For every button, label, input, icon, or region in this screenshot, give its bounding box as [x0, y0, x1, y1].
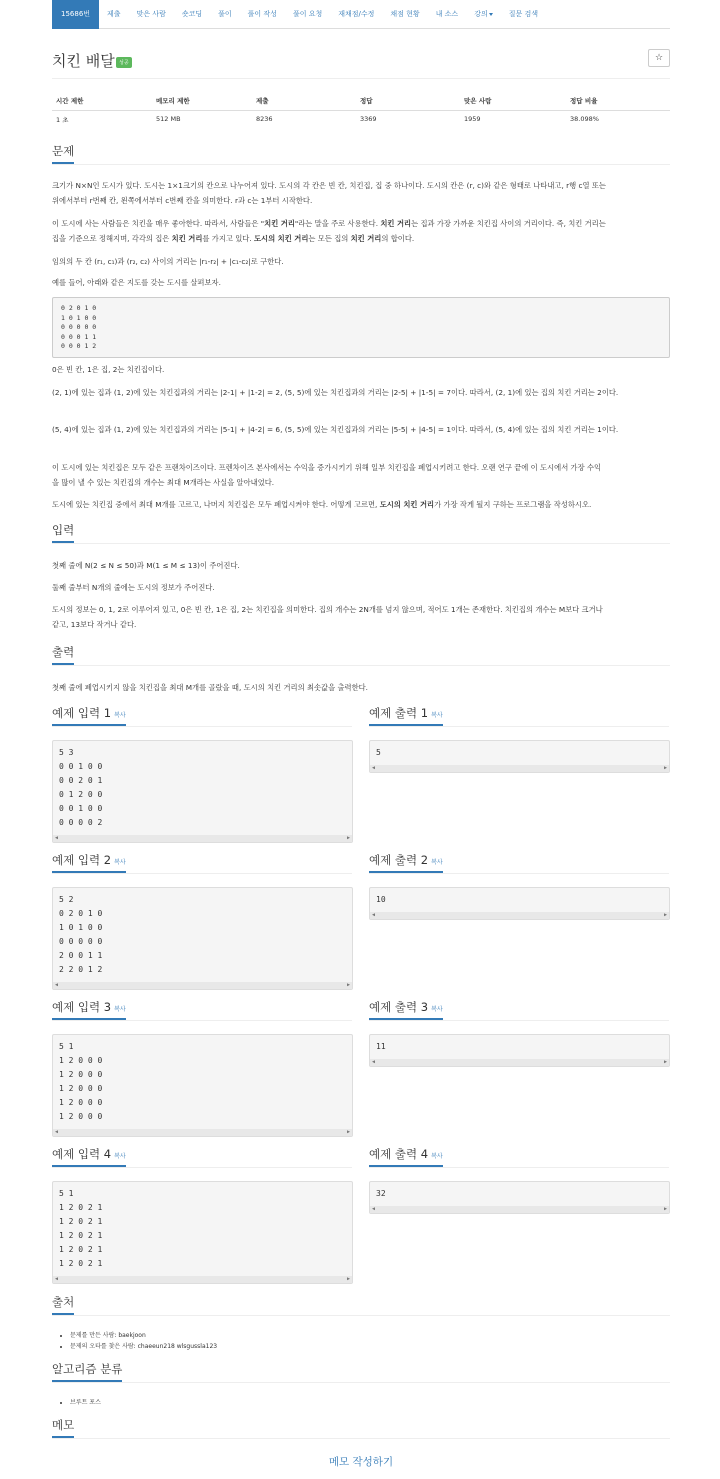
input-desc-2: 둘째 줄부터 N개의 줄에는 도시의 정보가 주어진다. — [52, 583, 215, 592]
desc-line: 을 많이 낼 수 있는 치킨집의 개수는 최대 M개라는 사실을 알아내었다. — [52, 478, 275, 487]
label: 예제 출력 1 — [369, 706, 429, 720]
header-submissions: 제출 — [252, 92, 356, 110]
scroll-left-icon[interactable]: ◀ — [372, 1059, 376, 1065]
tab-status[interactable]: 채점 현황 — [390, 10, 420, 18]
scroll-right-icon[interactable]: ▶ — [663, 765, 667, 771]
problem-desc-6: (2, 1)에 있는 집과 (1, 2)에 있는 치킨집과의 거리는 |2-1| + |1-2| = 2, (5, 5)에 있는 치킨집과의 거리는 |2-5| + |1-5| = 7이다. 따라서, (2, 1)에 있는 집의 치킨 거리는 2이다. — [52, 388, 619, 397]
value-time-limit: 1 초 — [56, 115, 69, 124]
desc-line: 같고, 13보다 작거나 같다. — [52, 620, 137, 629]
copy-button[interactable]: 복사 — [431, 1153, 443, 1160]
table-row — [52, 110, 670, 128]
copy-button[interactable]: 복사 — [114, 1006, 126, 1013]
list-item[interactable]: • 브루트 포스 — [70, 1397, 101, 1408]
text: 의 합이다. — [381, 234, 415, 243]
scroll-left-icon[interactable]: ◀ — [55, 1276, 59, 1282]
sample-input-1-text: 5 3 0 0 1 0 0 0 0 2 0 1 0 1 2 0 0 0 0 1 0 0 0 0 0 0 2 — [59, 748, 103, 827]
source-list — [70, 1330, 217, 1352]
problem-desc-8 — [52, 460, 670, 490]
header-accuracy: 정답 비율 — [566, 92, 670, 110]
value-accepted-users: 1959 — [464, 115, 481, 123]
horizontal-scrollbar[interactable] — [370, 1059, 669, 1066]
sample-input-1-title — [52, 705, 126, 726]
problem-tabs — [52, 0, 670, 29]
problem-desc-3: 임의의 두 칸 (r₁, c₁)과 (r₂, c₂) 사이의 거리는 |r₁-r₂| + |c₁-c₂|로 구한다. — [52, 257, 284, 266]
sample-output-1-title — [369, 705, 443, 726]
write-memo-link[interactable]: 메모 작성하기 — [328, 1456, 394, 1468]
tab-write-solution[interactable]: 풀이 작성 — [247, 10, 277, 18]
section-source-header — [52, 1295, 670, 1316]
sample-input-1-box[interactable] — [52, 740, 353, 843]
value-correct: 3369 — [360, 115, 377, 123]
text: 집을 기준으로 정해지며, 각각의 집은 — [52, 234, 172, 243]
value-submissions: 8236 — [256, 115, 273, 123]
sample-input-3-header — [52, 1000, 352, 1021]
desc-line: 이 도시에 있는 치킨집은 모두 같은 프랜차이즈이다. 프렌차이즈 본사에서는 수익을 증가시키기 위해 일부 치킨집을 폐업시키려고 한다. 오랜 연구 끝에 이 도시에서 가장 수익 — [52, 463, 602, 472]
sample-input-4-title — [52, 1146, 126, 1167]
horizontal-scrollbar[interactable] — [53, 835, 352, 842]
sample-output-3-header — [369, 1000, 669, 1021]
sample-output-2-title — [369, 852, 443, 873]
scroll-left-icon[interactable]: ◀ — [372, 765, 376, 771]
section-output-header — [52, 645, 670, 666]
horizontal-scrollbar[interactable] — [370, 1206, 669, 1213]
desc-line: 크기가 N×N인 도시가 있다. 도시는 1×1크기의 칸으로 나누어져 있다. 도시의 각 칸은 빈 칸, 치킨집, 집 중 하나이다. 도시의 칸은 (r, c)와 같은 형태로 나타내고, r행 c열 또는 — [52, 181, 606, 190]
section-input-title: 입력 — [52, 522, 74, 543]
text: 를 가지고 있다. — [202, 234, 254, 243]
sample-input-2-box[interactable] — [52, 887, 353, 990]
tab-submit[interactable]: 제출 — [107, 10, 121, 18]
scroll-right-icon[interactable]: ▶ — [346, 982, 350, 988]
sample-output-2-box[interactable] — [369, 887, 670, 920]
sample-input-4-box[interactable] — [52, 1181, 353, 1284]
value-memory-limit: 512 MB — [156, 115, 181, 123]
output-desc-1: 첫째 줄에 폐업시키지 않을 치킨집을 최대 M개를 골랐을 때, 도시의 치킨 거리의 최솟값을 출력한다. — [52, 683, 368, 692]
tab-request-solution[interactable]: 풀이 요청 — [292, 10, 323, 18]
section-problem-title: 문제 — [52, 143, 74, 164]
sample-input-3-box[interactable] — [52, 1034, 353, 1137]
copy-button[interactable]: 복사 — [114, 712, 126, 719]
section-output-title: 출력 — [52, 644, 74, 665]
horizontal-scrollbar[interactable] — [53, 982, 352, 989]
sample-output-4-title — [369, 1146, 443, 1167]
section-algo-header — [52, 1362, 670, 1383]
copy-button[interactable]: 복사 — [114, 1153, 126, 1160]
section-problem-header — [52, 144, 670, 165]
sample-input-3-title — [52, 999, 126, 1020]
label: 예제 출력 4 — [369, 1147, 429, 1161]
problem-desc-1 — [52, 178, 670, 208]
problem-desc-9 — [52, 497, 670, 512]
tab-lectures[interactable] — [466, 0, 501, 29]
label: 예제 출력 2 — [369, 853, 429, 867]
scroll-right-icon[interactable]: ▶ — [346, 1276, 350, 1282]
caret-down-icon — [489, 13, 493, 16]
horizontal-scrollbar[interactable] — [53, 1129, 352, 1136]
label: 예제 출력 3 — [369, 1000, 429, 1014]
problem-title: 치킨 배달 — [52, 52, 115, 70]
input-desc-1: 첫째 줄에 N(2 ≤ N ≤ 50)과 M(1 ≤ M ≤ 13)이 주어진다. — [52, 561, 240, 570]
sample-input-3-text: 5 1 1 2 0 0 0 1 2 0 0 0 1 2 0 0 0 1 2 0 0 0 1 2 0 0 0 — [59, 1042, 103, 1121]
text: 가 가장 작게 될지 구하는 프로그램을 작성하시오. — [434, 500, 592, 509]
tab-short-coding[interactable]: 숏코딩 — [181, 10, 203, 18]
value-accuracy: 38.098% — [570, 115, 599, 123]
input-desc-3 — [52, 602, 670, 632]
horizontal-scrollbar[interactable] — [53, 1276, 352, 1283]
text: 는 집과 가장 가까운 치킨집 사이의 거리이다. 즉, 치킨 거리는 — [411, 219, 606, 228]
sample-input-2-text: 5 2 0 2 0 1 0 1 0 1 0 0 0 0 0 0 0 2 0 0 1 1 2 2 0 1 2 — [59, 895, 103, 974]
bold-text: 치킨 거리 — [350, 234, 382, 243]
tab-question-search[interactable]: 질문 검색 — [508, 10, 539, 18]
sample-input-4-header — [52, 1147, 352, 1168]
bold-text: 도시의 치킨 거리 — [379, 500, 435, 509]
header-memory-limit: 메모리 제한 — [152, 92, 252, 110]
scroll-right-icon[interactable]: ▶ — [663, 1206, 667, 1212]
tab-rejudge[interactable]: 재채점/수정 — [338, 10, 375, 18]
sample-output-3-box[interactable] — [369, 1034, 670, 1067]
sample-input-4-text: 5 1 1 2 0 2 1 1 2 0 2 1 1 2 0 2 1 1 2 0 2 1 1 2 0 2 1 — [59, 1189, 103, 1268]
section-input-header — [52, 523, 670, 544]
copy-button[interactable]: 복사 — [431, 712, 443, 719]
text: 도시에 있는 치킨집 중에서 최대 M개를 고르고, 나머지 치킨집은 모두 폐업시켜야 한다. 어떻게 고르면, — [52, 500, 380, 509]
desc-line: 도시의 정보는 0, 1, 2로 이루어져 있고, 0은 빈 칸, 1은 집, 2는 치킨집을 의미한다. 집의 개수는 2N개를 넘지 않으며, 적어도 1개는 존재한다. 치킨집의 개수는 M보다 크거나 — [52, 605, 603, 614]
sample-input-2-title — [52, 852, 126, 873]
label: 예제 입력 2 — [52, 853, 112, 867]
sample-input-2-header — [52, 853, 352, 874]
section-source-title: 출처 — [52, 1294, 74, 1315]
horizontal-scrollbar[interactable] — [370, 912, 669, 919]
label: 예제 입력 3 — [52, 1000, 112, 1014]
tab-problem-number[interactable]: 15686번 — [52, 0, 99, 29]
text: 이 도시에 사는 사람들은 치킨을 매우 좋아한다. 따라서, 사람들은 " — [52, 219, 265, 228]
sample-output-3-text: 11 — [376, 1042, 386, 1051]
list-item: • 문제의 오타를 찾은 사람: chaeeun218 wlsgussla123 — [70, 1341, 217, 1352]
sample-output-1-header — [369, 706, 669, 727]
section-algo-title: 알고리즘 분류 — [52, 1361, 122, 1382]
problem-desc-7: (5, 4)에 있는 집과 (1, 2)에 있는 치킨집과의 거리는 |5-1| + |4-2| = 6, (5, 5)에 있는 치킨집과의 거리는 |5-5| + |4-5| = 1이다. 따라서, (5, 4)에 있는 집의 치킨 거리는 1이다. — [52, 425, 619, 434]
horizontal-scrollbar[interactable] — [370, 765, 669, 772]
sample-output-2-header — [369, 853, 669, 874]
copy-button[interactable]: 복사 — [431, 859, 443, 866]
tab-solutions[interactable]: 풀이 — [218, 10, 232, 18]
desc-line: 위에서부터 r번째 칸, 왼쪽에서부터 c번째 칸을 의미한다. r과 c는 1부터 시작한다. — [52, 196, 313, 205]
copy-button[interactable]: 복사 — [114, 859, 126, 866]
tab-my-source[interactable]: 내 소스 — [435, 10, 459, 18]
sample-output-1-box[interactable] — [369, 740, 670, 773]
problem-desc-5: 0은 빈 칸, 1은 집, 2는 치킨집이다. — [52, 365, 165, 374]
sample-output-4-box[interactable] — [369, 1181, 670, 1214]
list-item: • 문제를 만든 사람: baekjoon — [70, 1330, 217, 1341]
bold-text: 도시의 치킨 거리 — [253, 234, 309, 243]
scroll-left-icon[interactable]: ◀ — [55, 1129, 59, 1135]
copy-button[interactable]: 복사 — [431, 1006, 443, 1013]
bold-text: 치킨 거리 — [171, 234, 203, 243]
example-city-map: 0 2 0 1 0 1 0 1 0 0 0 0 0 0 0 0 0 0 1 1 0 0 0 1 2 — [52, 297, 670, 358]
table-header-row — [52, 92, 670, 110]
section-memo-header — [52, 1418, 670, 1439]
problem-info-table — [52, 92, 670, 128]
label: 예제 입력 1 — [52, 706, 112, 720]
sample-input-1-header — [52, 706, 352, 727]
text: 는 모든 집의 — [308, 234, 351, 243]
header-correct: 정답 — [356, 92, 460, 110]
sample-output-4-header — [369, 1147, 669, 1168]
star-icon: ☆ — [654, 53, 664, 63]
scroll-right-icon[interactable]: ▶ — [346, 835, 350, 841]
bold-text: 치킨 거리 — [380, 219, 412, 228]
header-time-limit: 시간 제한 — [52, 92, 152, 110]
section-memo-title: 메모 — [52, 1417, 74, 1438]
text: "라는 말을 주로 사용한다. — [294, 219, 381, 228]
bold-text: 치킨 거리 — [264, 219, 295, 228]
problem-header — [52, 44, 670, 79]
sample-output-1-text: 5 — [376, 748, 381, 757]
scroll-left-icon[interactable]: ◀ — [55, 835, 59, 841]
sample-output-3-title — [369, 999, 443, 1020]
tab-accepted-users[interactable]: 맞은 사람 — [136, 10, 166, 18]
header-accepted-users: 맞은 사람 — [460, 92, 566, 110]
favorite-star-button[interactable] — [648, 49, 670, 67]
scroll-left-icon[interactable]: ◀ — [372, 912, 376, 918]
status-badge: 성공 — [116, 57, 132, 68]
tab-lectures-label: 강의 — [474, 10, 488, 18]
sample-output-4-text: 32 — [376, 1189, 386, 1198]
scroll-right-icon[interactable]: ▶ — [663, 1059, 667, 1065]
scroll-left-icon[interactable]: ◀ — [372, 1206, 376, 1212]
desc-line — [52, 216, 670, 231]
algo-list — [70, 1397, 101, 1408]
problem-desc-2 — [52, 216, 670, 246]
scroll-right-icon[interactable]: ▶ — [346, 1129, 350, 1135]
scroll-right-icon[interactable]: ▶ — [663, 912, 667, 918]
sample-output-2-text: 10 — [376, 895, 386, 904]
desc-line — [52, 231, 670, 246]
label: 예제 입력 4 — [52, 1147, 112, 1161]
scroll-left-icon[interactable]: ◀ — [55, 982, 59, 988]
problem-desc-4: 예를 들어, 아래와 같은 지도를 갖는 도시를 살펴보자. — [52, 278, 221, 287]
